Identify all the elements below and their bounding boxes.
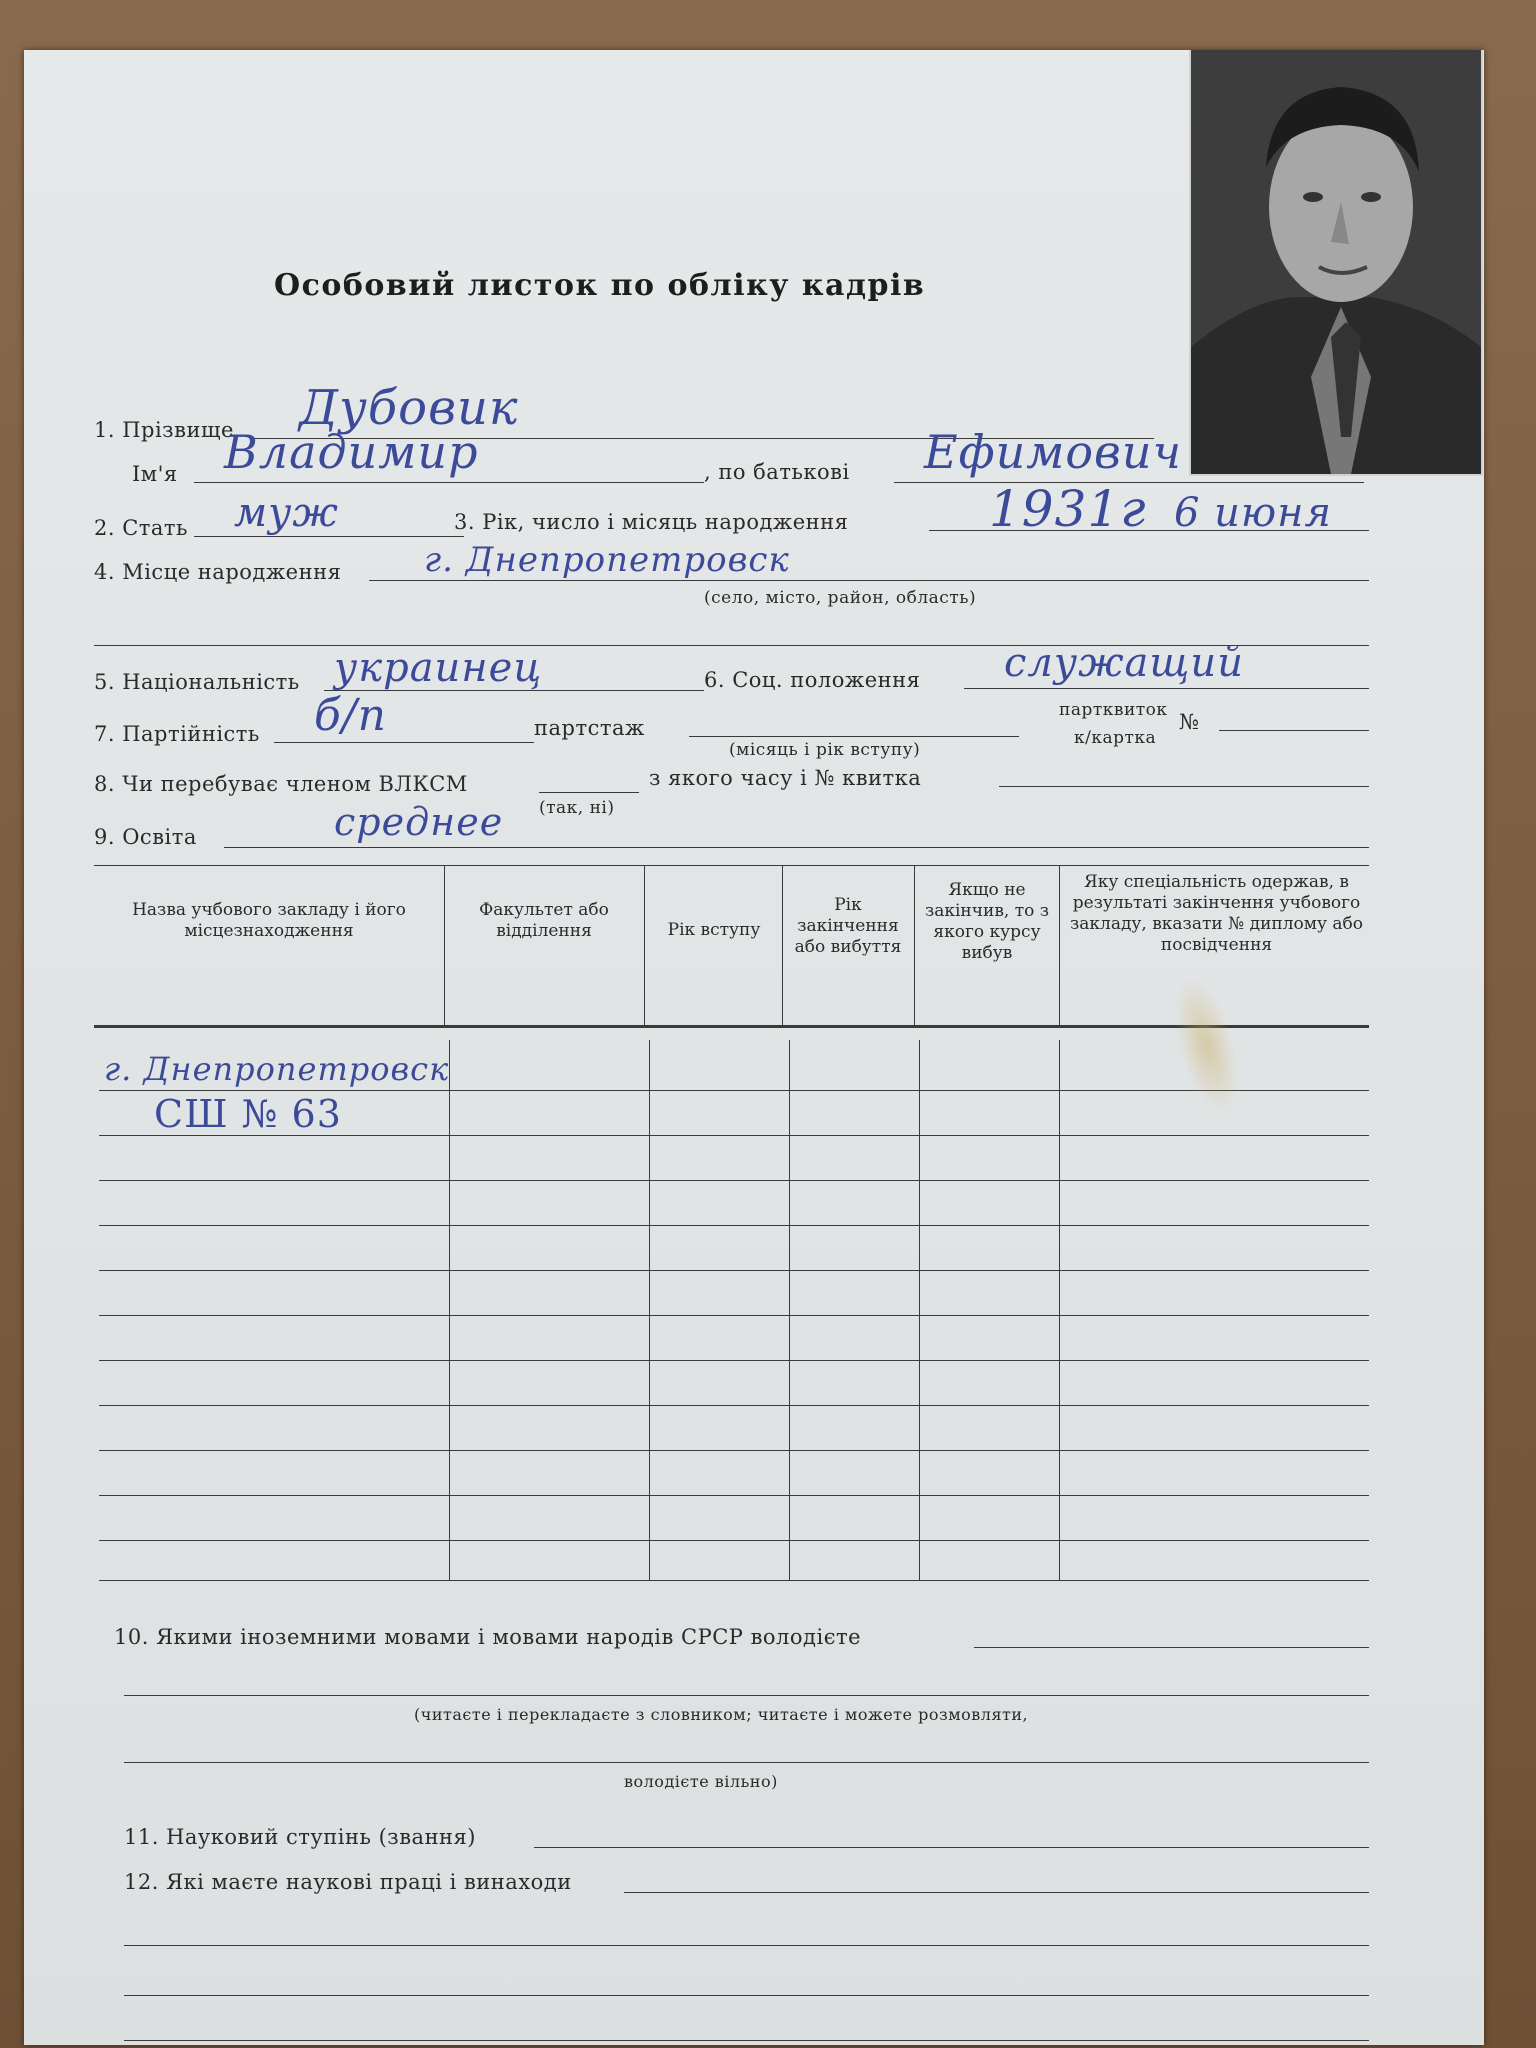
col-divider (914, 865, 915, 1025)
party-card-label: партквиток (1059, 700, 1168, 720)
languages-line-3 (124, 1762, 1369, 1763)
education-line (224, 847, 1369, 848)
header-faculty: Факультет або відділення (479, 900, 609, 941)
birthplace-line (369, 580, 1369, 581)
komsomol-label: 8. Чи перебуває членом ВЛКСМ (94, 772, 468, 796)
birthplace-label: 4. Місце народження (94, 560, 342, 584)
table-top-border (94, 865, 1369, 866)
patronymic-label: , по батькові (704, 460, 850, 484)
personnel-form-sheet (24, 50, 1484, 2045)
komsomol-line (539, 792, 639, 793)
table-row (99, 1360, 1369, 1361)
birth-label: 3. Рік, число і місяць народження (454, 510, 849, 534)
paper-stain (1162, 970, 1251, 1119)
surname-value: Дубовик (299, 380, 519, 436)
table-row (99, 1450, 1369, 1451)
party-card-no: № (1179, 710, 1200, 734)
nationality-value: украинец (334, 645, 543, 691)
col-divider (649, 1040, 650, 1580)
col-divider (1059, 865, 1060, 1025)
party-tenure-line (689, 736, 1019, 737)
header-specialty: Яку спеціальність одержав, в результаті закінчення учбового закладу, вказати № диплому або посвідчення (1069, 872, 1363, 955)
table-row (99, 1315, 1369, 1316)
portrait-photo (1189, 50, 1483, 476)
birth-date-value: 6 июня (1174, 490, 1332, 536)
works-line-3 (124, 1995, 1369, 1996)
party-tenure-hint: (місяць і рік вступу) (729, 740, 921, 760)
table-row (99, 1580, 1369, 1581)
header-entry-year: Рік вступу (667, 920, 761, 940)
works-line-2 (124, 1945, 1369, 1946)
table-row (99, 1495, 1369, 1496)
works-line-4 (124, 2040, 1369, 2041)
table-row (99, 1270, 1369, 1271)
surname-label: 1. Прізвище (94, 418, 234, 442)
name-line (194, 482, 704, 483)
party-line (274, 742, 534, 743)
languages-hint-1: (читаєте і перекладаєте з словником; читаєте і можете розмовляти, (414, 1705, 1029, 1724)
party-value: б/п (314, 690, 388, 741)
social-label: 6. Соц. положення (704, 668, 921, 692)
education-label: 9. Освіта (94, 825, 197, 849)
table-row (99, 1540, 1369, 1541)
col-divider (644, 865, 645, 1025)
header-graduation-year: Рік закінчення або вибуття (794, 895, 902, 957)
party-card-line (1219, 730, 1369, 731)
sex-value: муж (234, 490, 339, 536)
col-divider (782, 865, 783, 1025)
col-divider (444, 865, 445, 1025)
degree-line (534, 1847, 1369, 1848)
col-divider (789, 1040, 790, 1580)
nationality-label: 5. Національність (94, 670, 300, 694)
header-incomplete: Якщо не закінчив, то з якого курсу вибув (924, 880, 1050, 963)
degree-label: 11. Науковий ступінь (звання) (124, 1825, 476, 1849)
party-label: 7. Партійність (94, 722, 260, 746)
col-divider (1059, 1040, 1060, 1580)
languages-hint-2: володієте вільно) (624, 1772, 778, 1791)
header-institution: Назва учбового закладу і його місцезнаходження (132, 900, 406, 941)
name-value: Владимир (224, 425, 479, 479)
table-row (99, 1090, 1369, 1091)
table-row (99, 1405, 1369, 1406)
komsomol-since-line (999, 786, 1369, 787)
birthplace-value: г. Днепропетровск (424, 540, 790, 580)
languages-label: 10. Якими іноземними мовами і мовами народів СРСР володієте (114, 1625, 861, 1649)
row1-institution-city: г. Днепропетровск (104, 1050, 450, 1088)
komsomol-hint: (так, ні) (539, 798, 615, 818)
social-line (964, 688, 1369, 689)
table-row (99, 1225, 1369, 1226)
languages-line (974, 1647, 1369, 1648)
languages-line-2 (124, 1695, 1369, 1696)
form-title: Особовий листок по обліку кадрів (274, 268, 926, 303)
col-divider (919, 1040, 920, 1580)
works-line (624, 1892, 1369, 1893)
birthplace-hint: (село, місто, район, область) (704, 588, 977, 608)
social-value: служащий (1004, 640, 1244, 686)
sex-line (194, 536, 464, 537)
name-label: Ім'я (132, 462, 178, 486)
card-label: к/картка (1074, 728, 1157, 748)
komsomol-since-label: з якого часу і № квитка (649, 766, 922, 790)
education-value: среднее (334, 800, 504, 844)
table-row (99, 1180, 1369, 1181)
row1-institution-school: СШ № 63 (154, 1092, 342, 1136)
party-tenure-label: партстаж (534, 716, 645, 740)
sex-label: 2. Стать (94, 516, 188, 540)
col-divider (449, 1040, 450, 1580)
patronymic-value: Ефимович (924, 425, 1183, 479)
works-label: 12. Які маєте наукові праці і винаходи (124, 1870, 572, 1894)
birth-year-value: 1931г (989, 480, 1147, 538)
